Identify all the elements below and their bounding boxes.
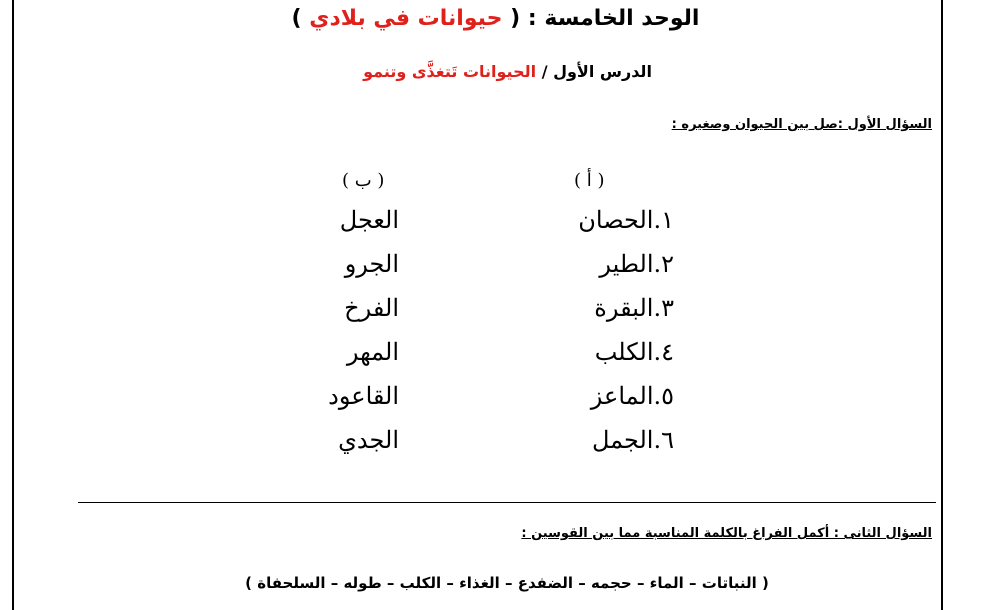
question2-heading: السؤال الثانى : أكمل الفراغ بالكلمة المناسبة مما بين القوسين : xyxy=(521,526,932,541)
unit-title-close-paren: ) xyxy=(291,6,302,31)
unit-title-prefix: الوحد الخامسة : xyxy=(527,6,700,31)
lesson-title xyxy=(0,58,991,86)
unit-title-name: حيوانات في بلادي xyxy=(309,6,503,31)
lesson-title-name: الحيوانات تَتغذَّى وتنمو xyxy=(363,62,537,81)
column-b-item: المهر xyxy=(346,338,399,366)
column-a-list xyxy=(578,198,674,462)
unit-title xyxy=(0,2,991,36)
column-b-item: الفرخ xyxy=(344,294,399,322)
section-divider xyxy=(78,502,936,503)
column-a-item: ٣.البقرة xyxy=(594,294,674,322)
column-a-header: ( أ ) xyxy=(574,170,605,191)
column-a-item: ٢.الطير xyxy=(599,250,674,278)
column-b-item: العجل xyxy=(339,206,399,234)
unit-title-open-paren: ( xyxy=(510,6,521,31)
page-border-right xyxy=(941,0,943,610)
word-bank: ( النباتات – الماء – حجمه – الضفدع – الغذاء – الكلب – طوله – السلحفاة ) xyxy=(245,574,769,592)
column-b-item: القاعود xyxy=(328,382,399,410)
column-a-item: ١.الحصان xyxy=(578,206,674,234)
column-a-item: ٦.الجمل xyxy=(591,426,674,454)
column-a-item: ٤.الكلب xyxy=(594,338,674,366)
column-b-list xyxy=(328,198,399,462)
lesson-title-prefix: الدرس الأول / xyxy=(541,62,652,81)
column-b-item: الجرو xyxy=(344,250,399,278)
column-b-item: الجدي xyxy=(338,426,399,454)
column-a-item: ٥.الماعز xyxy=(590,382,674,410)
page-border-left xyxy=(12,0,14,610)
question1-heading: السؤال الأول :صل بين الحيوان وصغيره : xyxy=(671,117,932,132)
column-b-header: ( ب ) xyxy=(342,170,385,191)
